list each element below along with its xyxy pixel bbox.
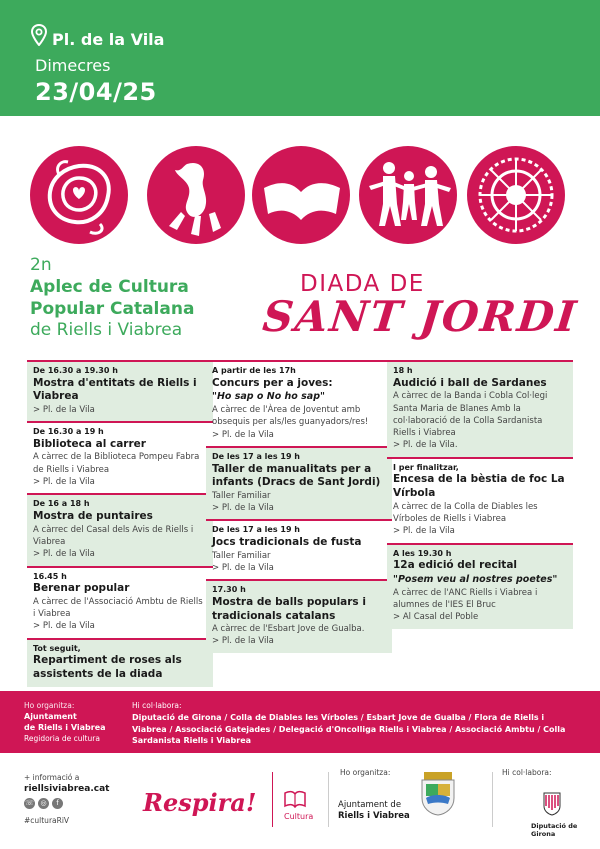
organizer-label-bottom: Ho organitza:: [340, 768, 391, 777]
info-label: + informació a: [24, 773, 80, 782]
event-card: [206, 360, 392, 446]
event-time: A partir de les 17h: [212, 366, 296, 375]
event-location: > Pl. de la Vila: [33, 404, 95, 415]
event-card: [206, 579, 392, 653]
event-description: A càrrec de la Colla de Diables les Vírboles de Riells i Viabrea: [393, 501, 538, 524]
location-label: Pl. de la Vila: [52, 30, 165, 49]
instagram-icon[interactable]: ◎: [38, 798, 49, 809]
event-description: A càrrec de l'ANC Riells i Viabrea i alumnes de l'IES El Bruc: [393, 587, 538, 610]
event-location: > Pl. de la Vila: [212, 636, 274, 647]
event-time: 18 h: [393, 366, 413, 375]
event-location: > Al Casal del Poble: [393, 612, 479, 623]
event-card: [27, 493, 213, 565]
event-time: De 16.30 a 19.30 h: [33, 366, 118, 375]
weekday-label: Dimecres: [35, 56, 111, 75]
coat-of-arms-icon: [418, 770, 458, 816]
event-card: [27, 421, 213, 493]
event-date: 23/04/25: [35, 78, 157, 106]
event-location: > Pl. de la Vila: [33, 477, 95, 488]
sant-jordi-title: SANT JORDI: [260, 292, 581, 341]
event-location: > Pl. de la Vila: [212, 503, 274, 514]
event-location: > Pl. de la Vila: [33, 621, 95, 632]
book-icon: [284, 790, 306, 808]
credits-banner: [0, 691, 600, 753]
event-title: Concurs per a joves:: [212, 376, 333, 389]
event-card: [387, 360, 573, 457]
collaborator-label-bottom: Hi col·labora:: [502, 768, 552, 777]
event-description: A càrrec de la Banda i Cobla Col·legi Santa Maria de Blanes Amb la col·laboració de la Colla Sardanista Riells i Viabrea: [393, 391, 548, 439]
divider: [328, 772, 329, 827]
diada-de-label: DIADA DE: [300, 271, 425, 297]
event-time: De les 17 a les 19 h: [212, 525, 300, 535]
event-description: Taller Familiar: [212, 550, 271, 561]
event-card: [206, 519, 392, 579]
event-time: De les 17 a les 19 h: [212, 451, 300, 461]
title-line-1: Aplec de Cultura: [30, 277, 189, 297]
whatsapp-icon[interactable]: ☏: [25, 799, 34, 807]
program-column-2: [206, 360, 392, 653]
event-title: Repartiment de roses als assistents de la diada: [33, 654, 182, 680]
event-card: [27, 638, 213, 687]
organizer-name-line-2: de Riells i Viabrea: [24, 722, 106, 732]
event-title: Jocs tradicionals de fusta: [212, 536, 362, 549]
website-link[interactable]: riellsiviabrea.cat: [24, 784, 110, 794]
collaborators-label: Hi col·labora:: [132, 701, 182, 710]
event-location: > Pl. de la Vila: [212, 429, 274, 440]
diputacio-shield-icon: [543, 792, 561, 816]
event-description: A càrrec del Casal dels Avis de Riells i Viabrea: [33, 524, 194, 547]
collaborators-list: Diputació de Girona / Colla de Diables les Vírboles / Esbart Jove de Gualba / Flora de Riells i Viabrea / Associació Gatejades / Delegació d'Oncolliga Riells i Viabrea / Associació Ambtu / Colla Sardanista Riells i Viabrea: [132, 713, 566, 746]
respira-logo: Respira!: [143, 788, 257, 817]
program-column-1: [27, 360, 213, 687]
edition-number: 2n: [30, 255, 52, 275]
event-title: 12a edició del recital: [393, 559, 518, 572]
event-title: Mostra de balls populars i tradicionals catalans: [212, 595, 366, 622]
organizer-name: [24, 712, 106, 734]
event-time: De 16.30 a 19 h: [33, 427, 104, 437]
title-line-3: de Riells i Viabrea: [30, 320, 183, 340]
event-time: Tot seguit,: [33, 643, 81, 653]
event-location: > Pl. de la Vila: [33, 549, 95, 560]
event-subtitle: "Ho sap o No ho sap": [212, 391, 325, 403]
hashtag: #culturaRiV: [24, 816, 70, 825]
rose-illustration: [30, 146, 128, 244]
event-title: Biblioteca al carrer: [33, 437, 146, 450]
organizer-department: Regidoria de cultura: [24, 734, 100, 743]
event-title: Mostra de puntaires: [33, 509, 153, 522]
diputacio-label: Diputació de Girona: [531, 822, 578, 838]
event-location: > Pl. de la Vila: [212, 562, 274, 573]
event-title: Taller de manualitats per a infants (Dracs de Sant Jordi): [212, 462, 381, 489]
dancers-illustration: [359, 146, 457, 244]
event-location: > Pl. de la Vila: [393, 526, 455, 537]
cultura-logo-label: Cultura: [284, 812, 314, 821]
event-time: A les 19.30 h: [393, 548, 452, 558]
event-title: Berenar popular: [33, 582, 130, 595]
event-card: [27, 360, 213, 421]
divider: [492, 772, 493, 827]
event-title: Audició i ball de Sardanes: [393, 376, 547, 389]
header-banner: [0, 0, 600, 116]
facebook-icon[interactable]: f: [52, 798, 63, 809]
event-card: [387, 543, 573, 629]
ajuntament-line-2: Riells i Viabrea: [338, 811, 410, 822]
event-description: Taller Familiar: [212, 490, 271, 501]
event-description: A càrrec de l'Esbart Jove de Gualba.: [212, 624, 365, 635]
event-location: > Pl. de la Vila.: [393, 440, 458, 451]
event-card: [387, 457, 573, 543]
program-column-3: [387, 360, 573, 629]
event-time: 16.45 h: [33, 571, 67, 581]
title-line-2: Popular Catalana: [30, 299, 195, 319]
event-card: [206, 446, 392, 520]
mandala-illustration: [467, 146, 565, 244]
event-title: Encesa de la bèstia de foc La Vírbola: [393, 473, 565, 500]
event-description: A càrrec de l'Associació Ambtu de Riells i Viabrea: [33, 596, 203, 620]
event-subtitle: "Posem veu al nostres poetes": [393, 573, 558, 585]
bird-hands-illustration: [147, 146, 245, 244]
event-description: A càrrec de l'Àrea de Joventut amb obsequis per als/les guanyadors/res!: [212, 405, 369, 428]
ajuntament-line-1: Ajuntament de: [338, 800, 402, 810]
location-pin-icon: [31, 24, 47, 46]
divider: [272, 772, 273, 827]
event-title: Mostra d'entitats de Riells i Viabrea: [33, 376, 197, 403]
organizer-name-line-1: Ajuntament: [24, 712, 77, 721]
ajuntament-logo-text: [338, 800, 410, 822]
organizer-label: Ho organitza:: [24, 701, 75, 710]
event-time: 17.30 h: [212, 585, 246, 595]
event-time: I per finalitzar,: [393, 462, 459, 472]
event-description: A càrrec de la Biblioteca Pompeu Fabra de Riells i Viabrea: [33, 452, 200, 475]
event-card: [27, 566, 213, 638]
book-illustration: [252, 146, 350, 244]
event-time: De 16 a 18 h: [33, 499, 90, 509]
